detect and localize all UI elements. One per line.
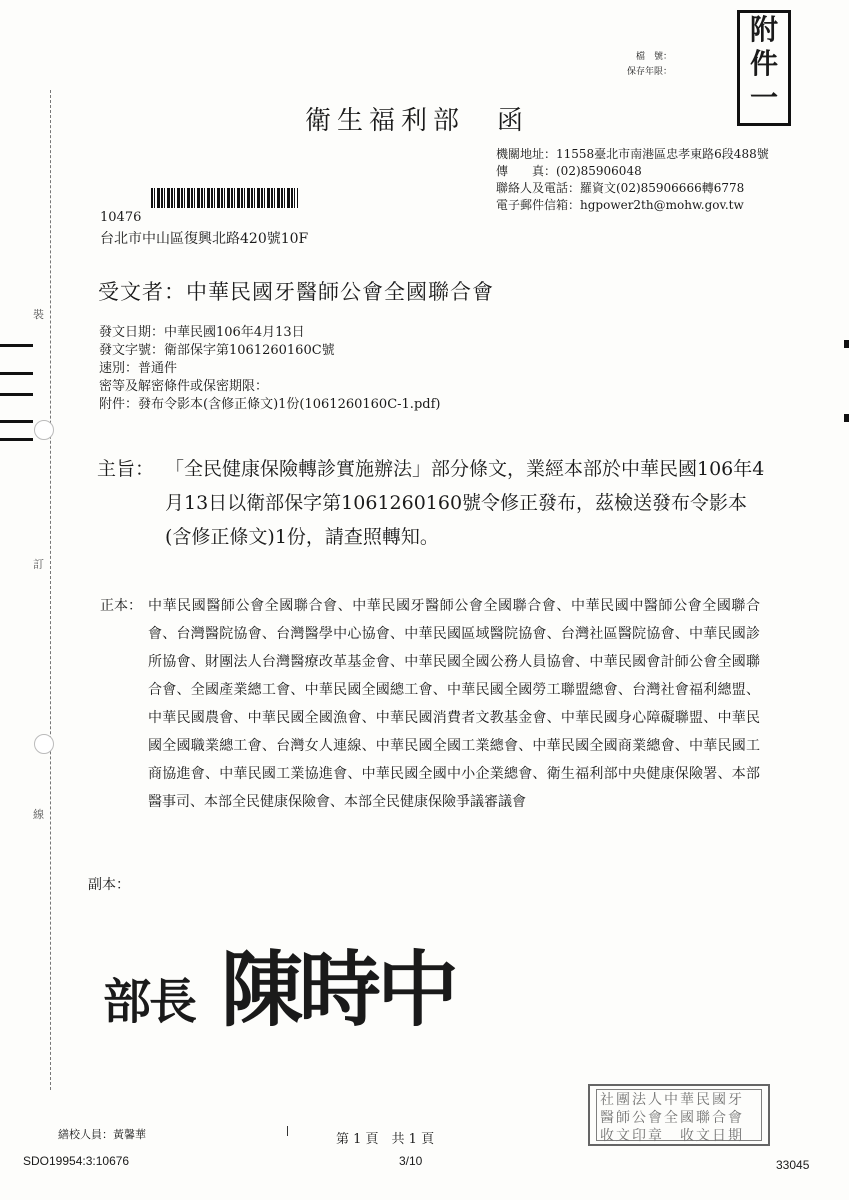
subject-label: 主旨： <box>97 458 155 480</box>
main-recipients-text: 中華民國醫師公會全國聯合會、中華民國牙醫師公會全國聯合會、中華民國中醫師公會全國聯合會、台灣醫院協會、台灣醫學中心協會、中華民國區域醫院協會、台灣社區醫院協會、中華民國診所協會、財團法人台灣醫療改革基金會、中華民國全國公務人員協會、中華民國會計師公會全國聯合會、全國產業總工會、中華民國全國總工會、中華民國全國勞工聯盟總會、台灣社會福利總盟、中華民國農會、中華民國全國漁會、中華民國消費者文教基金會、中華民國身心障礙聯盟、中華民國全國職業總工會、台灣女人連線、中華民國全國工業總會、中華民國全國商業總會、中華民國工商協進會、中華民國工業協進會、中華民國全國中小企業總會、衛生福利部中央健康保險署、本部醫事司、本部全民健康保險會、本部全民健康保險爭議審議會 <box>148 598 760 810</box>
copy-recipients-label: 副本： <box>88 877 130 893</box>
scan-mark <box>0 393 33 396</box>
seal-line: 醫師公會全國聯合會 <box>600 1110 744 1126</box>
barcode <box>151 188 298 208</box>
binding-mark-bind: 裝 <box>33 308 44 321</box>
punch-hole <box>34 420 54 440</box>
seal-line: 收文印章 收文日期 <box>600 1128 744 1144</box>
binding-mark-line: 線 <box>33 808 44 821</box>
main-recipients-label: 正本： <box>100 598 142 614</box>
binding-mark-staple: 訂 <box>33 558 44 571</box>
signature-title: 部長 <box>103 974 196 1030</box>
attachment-stamp-char: 件 <box>749 47 778 80</box>
document-title: 衛生福利部 函 <box>305 106 530 136</box>
scan-mark <box>844 340 849 348</box>
doc-id: SDO19954:3:10676 <box>23 1154 130 1168</box>
document-number: 發文字號：衛部保字第1061260160C號 <box>99 343 335 358</box>
attachment: 附件：發布令影本(含修正條文)1份(1061260160C-1.pdf) <box>99 397 441 412</box>
footer-number: 33045 <box>776 1158 810 1172</box>
scan-mark <box>0 438 33 441</box>
scan-mark <box>287 1126 288 1136</box>
scan-mark <box>0 372 33 375</box>
agency-email: 電子郵件信箱：hgpower2th@mohw.gov.tw <box>496 198 744 212</box>
attachment-stamp-char: 附 <box>749 13 778 46</box>
confidentiality: 密等及解密條件或保密期限： <box>99 379 269 394</box>
agency-info <box>496 146 769 214</box>
punch-hole <box>34 734 54 754</box>
recipient-address: 台北市中山區復興北路420號10F <box>100 231 309 247</box>
page-of: 3/10 <box>399 1154 423 1168</box>
recipient-postcode: 10476 <box>100 210 142 225</box>
subject-text: 「全民健康保險轉診實施辦法」部分條文，業經本部於中華民國106年4月13日以衛部保字第1061260160號令修正發布，茲檢送發布令影本(含修正條文)1份，請查照轉知。 <box>165 458 765 548</box>
document-meta <box>99 324 440 414</box>
scan-mark <box>0 344 33 347</box>
seal-line: 社團法人中華民國牙 <box>600 1092 744 1108</box>
receipt-seal <box>588 1084 770 1146</box>
agency-address: 機關地址：11558臺北市南港區忠孝東路6段488號 <box>496 147 769 161</box>
urgency: 速別：普通件 <box>99 361 178 376</box>
issue-date: 發文日期：中華民國106年4月13日 <box>99 325 305 340</box>
page-indicator: 第 1 頁 共 1 頁 <box>336 1132 435 1147</box>
recipient: 受文者：中華民國牙醫師公會全國聯合會 <box>98 280 494 304</box>
binding-line <box>50 90 51 1090</box>
minister-signature <box>103 925 503 1038</box>
proofreader: 繕校人員：黃馨華 <box>58 1128 146 1141</box>
agency-fax: 傳 真：(02)85906048 <box>496 164 642 178</box>
file-number-label: 檔 號： <box>635 52 672 62</box>
attachment-stamp <box>737 10 791 126</box>
scan-mark <box>844 414 849 422</box>
signature-name: 陳時中 <box>221 942 456 1038</box>
scan-mark <box>0 420 33 423</box>
retention-label: 保存年限： <box>626 67 672 77</box>
agency-contact: 聯絡人及電話：羅資文(02)85906666轉6778 <box>496 181 745 195</box>
attachment-stamp-char: 一 <box>749 81 778 114</box>
file-meta <box>612 50 672 80</box>
